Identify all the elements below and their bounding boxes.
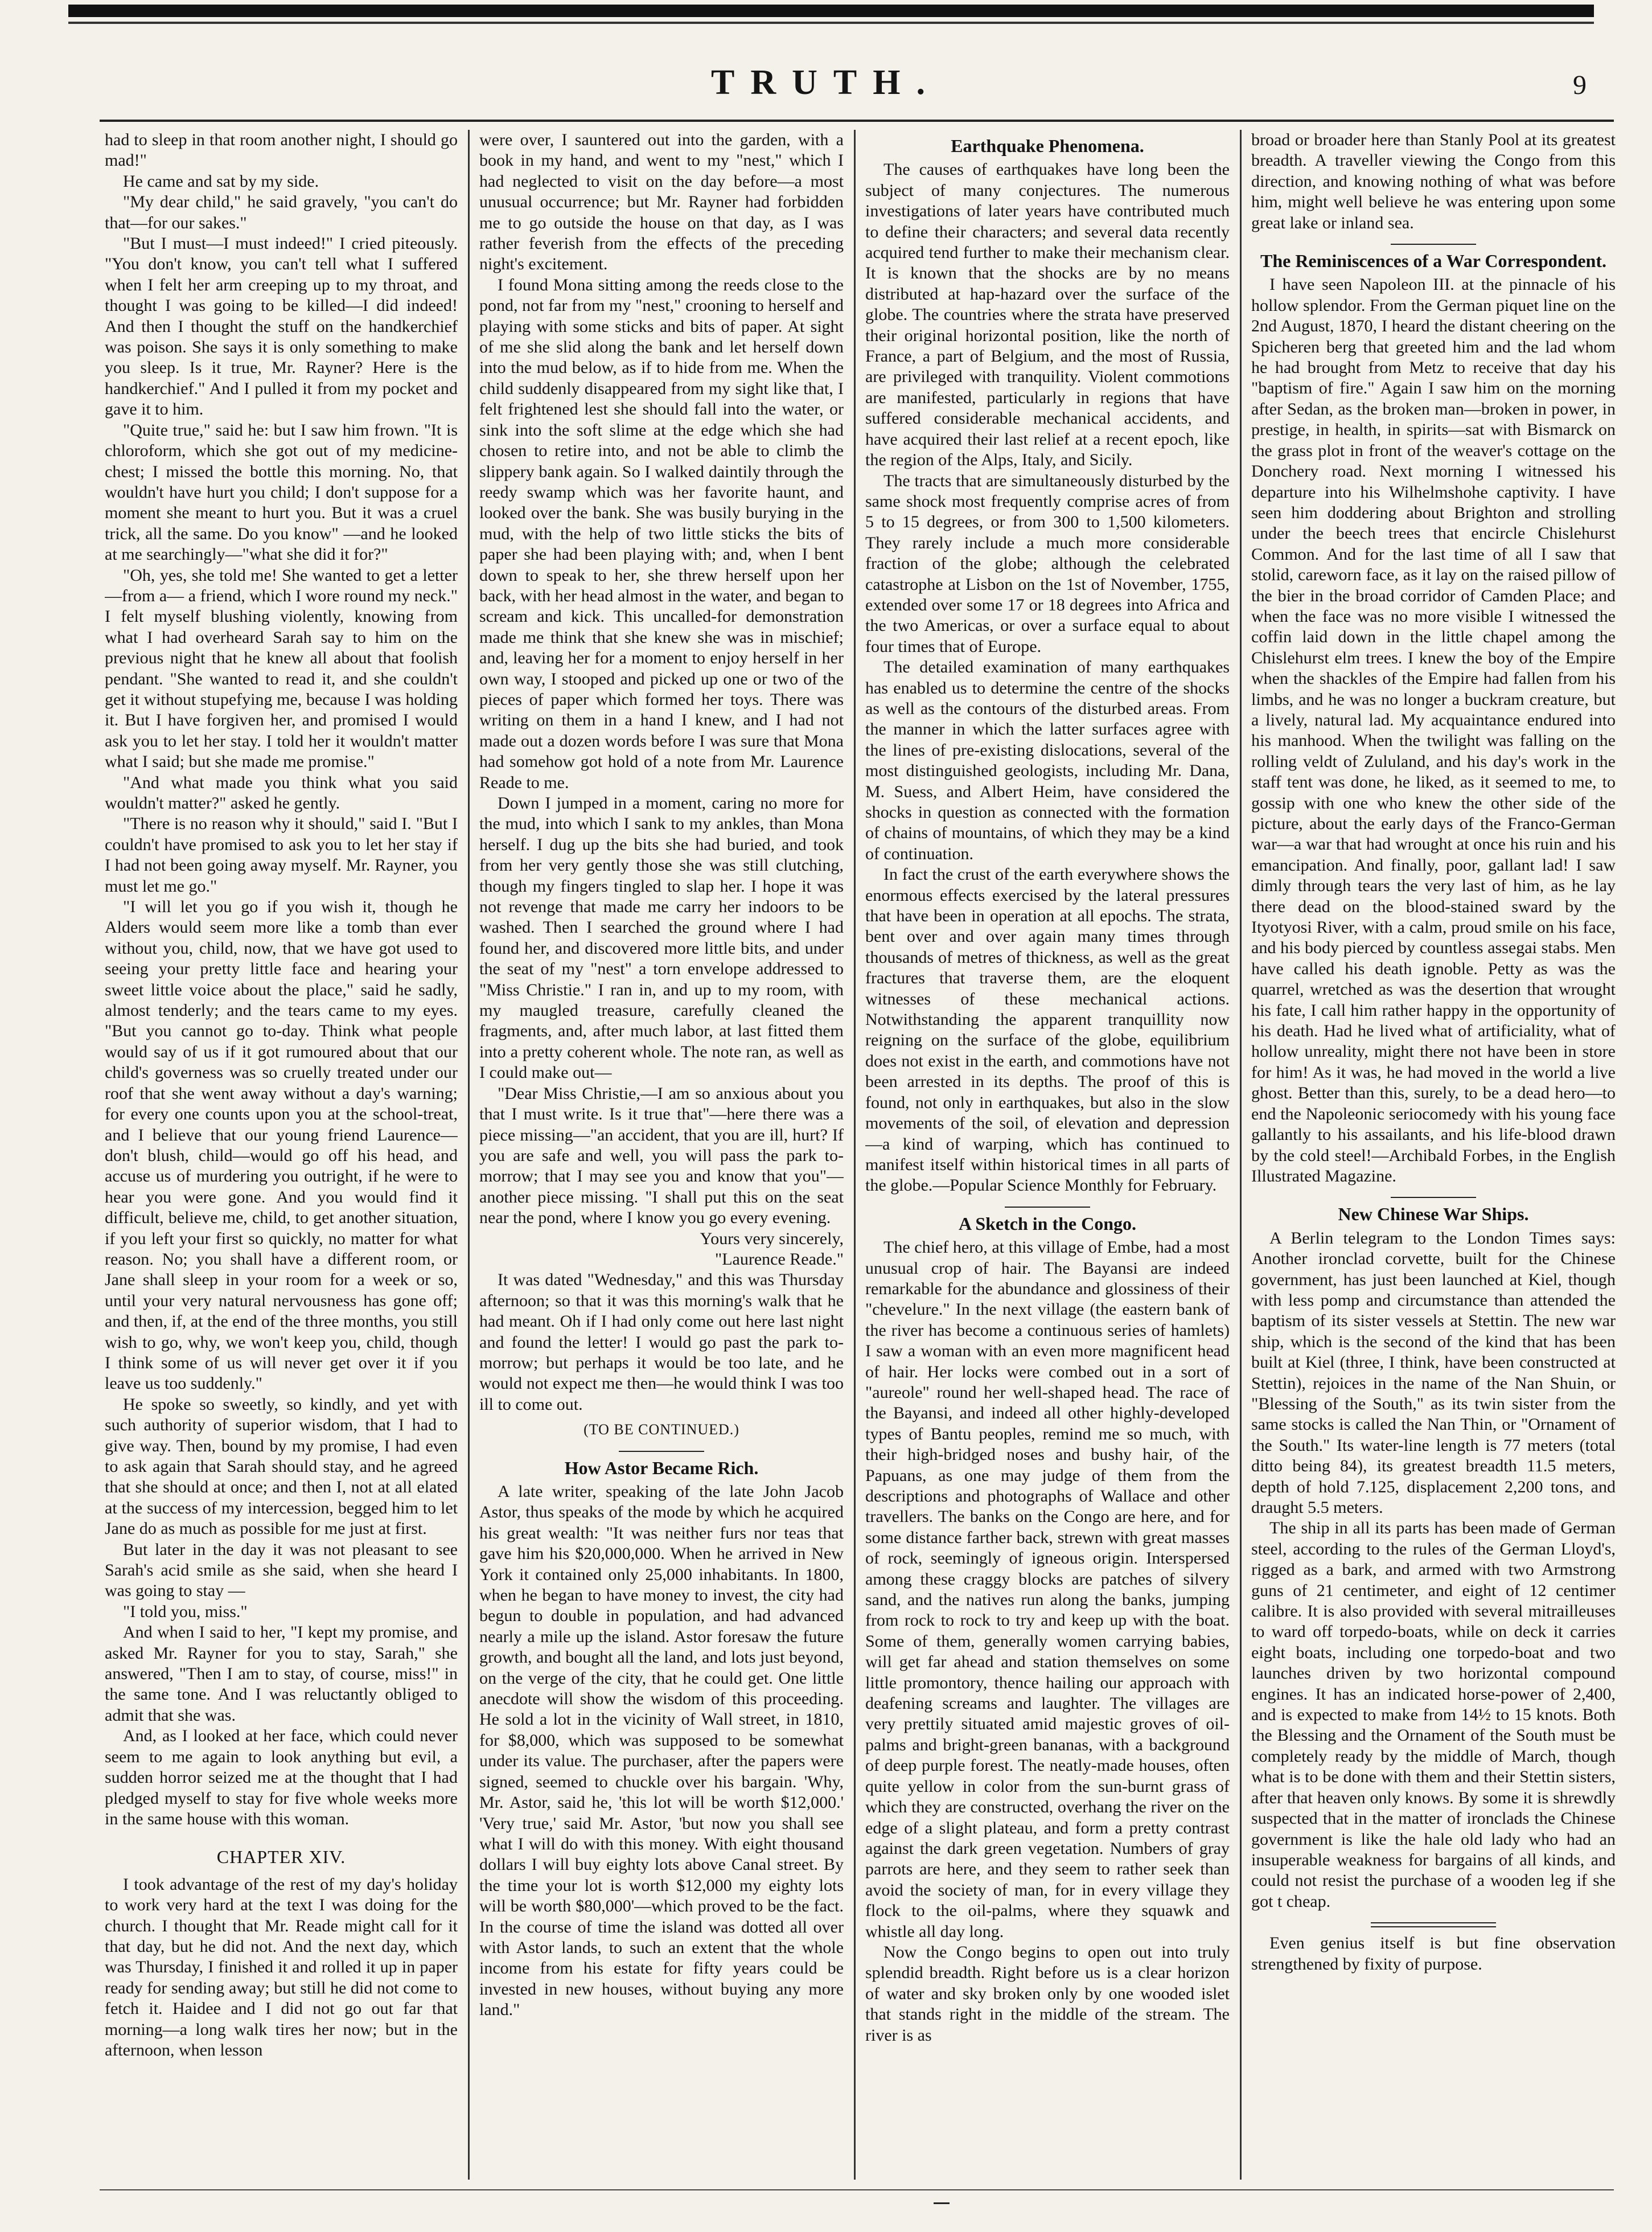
paragraph: A Berlin telegram to the London Times says: Another ironclad corvette, built for the Chinese government, has just been launched at Kiel, though with less pomp and circumstance than attended the baptism of its sister vessels at Stettin. The new war ship, which is the second of the kind that has been built at Kiel (three, I think, have been constructed at Stettin), rejoices in the name of the Nan Shuin, or "Blessing of the South," as its twin sister from the same stocks is called the Nan Thin, or "Ornament of the South." Its water-line length is 77 meters (total ditto being 84), its greatest breadth 11.5 meters, depth of hold 7.125, displacement 2,200 tons, and draught 5.5 meters. [1251,1228,1616,1517]
section-rule [1391,244,1476,245]
paragraph: A late writer, speaking of the late John Jacob Astor, thus speaks of the mode by which he acquired his great wealth: "It was neither furs nor teas that gave him his $20,000,000. When he arrived in New York it contained only 25,000 inhabitants. In 1800, when he began to have money to invest, the city had begun to double in population, and had advanced nearly a mile up the island. Astor foresaw the future growth, and bought all the land, and lots just beyond, on the verge of the city, that he could get. One little anecdote will show the wisdom of this proceeding. He sold a lot in the vicinity of Wall street, in 1810, for $8,000, which was supposed to be somewhat under its value. The purchaser, after the papers were signed, seemed to chuckle over his bargain. 'Why, Mr. Astor, said he, 'this lot will be worth $12,000.' 'Very true,' said Mr. Astor, 'but now you shall see what I will do with this money. With eight thousand dollars I will buy eighty lots above Canal street. By the time your lot is worth $12,000 my eighty lots will be worth $80,000'—which proved to be the fact. In the course of time the island was dotted all over with Astor lands, to such an extent that the whole income from his estate for fifty years could be invested in new houses, without buying any more land." [479,1482,844,2020]
paragraph: "Dear Miss Christie,—I am so anxious about you that I must write. Is it true that"—here there was a piece missing—"an accident, that you are ill, hurt? If you are safe and well, you will pass the park to-morrow; that I may see you and know that you"—another piece missing. "I shall put this on the seat near the pond, where I know you go every evening. [479,1084,844,1228]
paragraph: The ship in all its parts has been made of German steel, according to the rules of the German Lloyd's, rigged as a bark, and armed with two Armstrong guns of 21 centimeter, and eight of 12 centimer calibre. It is also provided with several mitrailleuses to ward off torpedo-boats, while on deck it carries eight boats, including one torpedo-boat and two launches driven by two horizontal compound engines. It has an indicated horse-power of 2,400, and is expected to make from 14½ to 15 knots. Both the Blessing and the Ornament of the South must be completely ready by the middle of March, though what is to be done with them and their Stettin sisters, after that heaven only knows. By some it is shrewdly suspected that in the matter of ironclads the Chinese government is like the hale old lady who had an insuperable weakness for bargains of all kinds, and could not resist the purchase of a wooden leg if she got t cheap. [1251,1519,1616,1911]
top-thin-rule [68,22,1594,24]
paragraph: It was dated "Wednesday," and this was Thursday afternoon; so that it was this morning's walk that he had meant. Oh if I had only come out here last night and found the letter! I would go past the park to-morrow; but perhaps it would be too late, and he would not expect me then—he would think I was too ill to come out. [479,1270,844,1414]
bottom-rule [100,2189,1614,2190]
page-number: 9 [1573,70,1587,100]
paragraph: He came and sat by my side. [123,171,319,191]
paragraph: I took advantage of the rest of my day's holiday to work very hard at the text I was doing for the church. I thought that Mr. Reade might call for it that day, but he did not. And the next day, which was Thursday, I finished it and rolled it up in paper ready for sending away; but still he did not come to fetch it. Haidee and I did not go out far that morning—a long walk tires her now; but in the afternoon, when lesson [105,1874,458,2059]
article-heading: Earthquake Phenomena. [951,136,1144,156]
paragraph: "Oh, yes, she told me! She wanted to get a letter—from a— a friend, which I wore round my neck." I felt myself blushing violently, knowing from what I had overheard Sarah say to him on the previous night that he knew all about that foolish pendant. "She wanted to read it, and she couldn't get it without stupefying me, because I was holding it. But I have forgiven her, and promised I would ask you to let her stay. I told her it wouldn't matter what I said; but she made me promise." [105,565,458,772]
paragraph: He spoke so sweetly, so kindly, and yet with such authority of superior wisdom, that I had to give way. Then, bound by my promise, I had even to ask again that Sarah should stay, and he agreed that she should at once; and then I, not at all elated at the success of my intercession, begged him to let Jane do as much as possible for me just at first. [105,1394,458,1538]
column-divider [854,130,856,2180]
paragraph: I found Mona sitting among the reeds close to the pond, not far from my "nest," crooning to herself and playing with some sticks and bits of paper. At sight of me she slid along the bank and let herself down into the mud below, as if to hide from me. When the child suddenly disappeared from my sight like that, I felt frightened lest she should fall into the water, or sink into the soft slime at the edge which she had chosen to retire into, and not be able to climb the slippery bank again. So I walked daintily through the reedy swamp which was her favorite haunt, and looked over the bank. She was busily burying in the mud, with the help of two little sticks the bits of paper she had been playing with; and, when I bent down to speak to her, she threw herself upon her back, with her head almost in the water, and began to scream and kick. This uncalled-for demonstration made me think that she knew she was in mischief; and, leaving her for a moment to enjoy herself in her own way, I stooped and picked up one or two of the pieces of paper which formed her toys. There was writing on them in a hand I knew, and I had not made out a dozen words before I was sure that Mona had somehow got hold of a note from Mr. Laurence Reade to me. [479,275,844,792]
article-heading: The Reminiscences of a War Correspondent. [1260,251,1606,272]
paragraph: And, as I looked at her face, which could never seem to me again to look anything but evil, a sudden horror seized me at the thought that I had pledged myself to stay for five whole weeks more in the same house with this woman. [105,1726,458,1828]
letter-signature: "Laurence Reade." [714,1249,844,1269]
masthead-title: TRUTH. [711,63,941,102]
paragraph: But later in the day it was not pleasant to see Sarah's acid smile as she said, when she heard I was going to stay — [105,1540,458,1601]
paragraph: The tracts that are simultaneously disturbed by the same shock most frequently comprise acres of from 5 to 15 degrees, or from 300 to 1,500 kilometers. They rarely include a much more considerable fraction of the globe; although the celebrated catastrophe at Lisbon on the 1st of November, 1755, extended over some 17 or 18 degrees into Africa and the two Americas, or over a surface equal to about four times that of Europe. [865,471,1230,656]
bottom-mark [934,2202,950,2204]
paragraph: "I will let you go if you wish it, though he Alders would seem more like a tomb than ever without you, child, now, that we have got used to seeing your pretty little face and hearing your sweet little voice about the place," said he sadly, almost tenderly; and the tears came to my eyes. "But you cannot go to-day. Think what people would say of us if it got rumoured about that our child's governess was so cruelly treated under our roof that she went away without a day's warning; for every one counts upon you at the school-treat, and I believe that our young friend Laurence—don't blush, child—would go off his head, and accuse us of murdering you outright, if he were to hear you were gone. And you would find it difficult, believe me, child, to get another situation, if you left your first so quickly, no matter for what reason. No; you shall have a different room, or Jane shall sleep in your room for a week or so, until your very natural nervousness has gone off; and then, if, at the end of the three months, you still wish to go, why, we won't keep you, child, though I think some of us will never get over it if you leave us too suddenly." [105,897,458,1393]
section-rule [1005,1207,1090,1208]
paragraph: The causes of earthquakes have long been the subject of many conjectures. The numerous investigations of later years have contributed much to define their characters; and several data recently acquired tend further to make their mechanism clear. It is known that the shocks are by no means distributed at hap-hazard over the surface of the globe. The countries where the strata have preserved their original horizontal position, like the north of France, a part of Belgium, and the most of Russia, are privileged with tranquility. Violent commotions are manifested, particularly in regions that have suffered considerable mechanical accidents, and have acquired their last relief at a recent epoch, like the region of the Alps, Italy, and Sicily. [865,160,1230,470]
chapter-heading: CHAPTER XIV. [216,1847,346,1868]
top-border [68,5,1594,17]
paragraph: were over, I sauntered out into the garden, with a book in my hand, and went to my "nest," which I had neglected to visit on the day before—a most unusual occurrence; but Mr. Rayner had forbidden me to go outside the house on that day, as I was rather feverish from the effects of the preceding night's excitement. [479,130,844,274]
column-3 [865,130,1230,2180]
column-divider [1240,130,1242,2180]
paragraph: Even genius itself is but fine observation strengthened by fixity of purpose. [1251,1934,1616,1973]
to-be-continued: (TO BE CONTINUED.) [583,1421,739,1438]
column-2 [479,130,844,2180]
paragraph: broad or broader here than Stanly Pool at its greatest breadth. A traveller viewing the Congo from this direction, and knowing nothing of what was before him, might well believe he was entering upon some great lake or inland sea. [1251,130,1616,232]
paragraph: "And what made you think what you said wouldn't matter?" asked he gently. [105,773,458,813]
paragraph: The detailed examination of many earthquakes has enabled us to determine the centre of the shocks as well as the contours of the disturbed areas. From the manner in which the latter surfaces agree with the lines of pre-existing dislocations, several of the most distinguished geologists, including Mr. Dana, M. Suess, and Albert Heim, have considered the shocks in question as connected with the formation of chains of mountains, of which they may be a kind of continuation. [865,658,1230,863]
article-heading: How Astor Became Rich. [564,1457,759,1478]
paragraph: "I told you, miss." [123,1602,248,1621]
paragraph: "There is no reason why it should," said I. "But I couldn't have promised to ask you to let her stay if I had not been going away myself. Mr. Rayner, you must let me go." [105,814,458,896]
paragraph: Now the Congo begins to open out into truly splendid breadth. Right before us is a clear horizon of water and sky broken only by one wooded islet that stands right in the middle of the stream. The river is as [865,1942,1230,2045]
section-rule [1391,1197,1476,1198]
paragraph: Down I jumped in a moment, caring no more for the mud, into which I sank to my ankles, than Mona herself. I dug up the bits she had buried, and took from her very gently those she was still clutching, though my fingers tingled to slap her. I hope it was not revenge that made me carry her indoors to be washed. Then I searched the ground where I had found her, and discovered more little bits, and under the seat of my "nest" a torn envelope addressed to "Miss Christie." I ran in, and up to my room, with my maugled treasure, carefully cleaned the fragments, and, after much labor, at last fitted them into a pretty coherent whole. The note ran, as well as I could make out— [479,794,844,1082]
paragraph: In fact the crust of the earth everywhere shows the enormous effects exercised by the lateral pressures that have been in operation at all epochs. The strata, bent over and over again many times through thousands of metres of thickness, as well as the great fractures that traverse them, are the eloquent witnesses of these mechanical actions. Notwithstanding the apparent tranquillity now reigning on the surface of the globe, equilibrium does not exist in the earth, and commotions have not been arrested in its depths. The proof of this is found, not only in earthquakes, but also in the slow movements of the soil, of elevation and depression —a kind of warping, which has continued to manifest itself within historical times in all parts of the globe.—Popular Science Monthly for February. [865,865,1230,1195]
paragraph: I have seen Napoleon III. at the pinnacle of his hollow splendor. From the German piquet line on the 2nd August, 1870, I heard the distant cheering on the Spicheren berg that greeted him and the lad whom he had brought from Metz to receive that day his "baptism of fire." Again I saw him on the morning after Sedan, as the broken man—broken in power, in prestige, in health, in spirits—sat with Bismarck on the grass plot in front of the weaver's cottage on the Donchery road. Next morning I witnessed his departure into his Wilhelmshohe captivity. I have seen him doddering about Brighton and strolling under the beech trees that encircle Chislehurst Common. And for the last time of all I saw that stolid, careworn face, as it lay on the raised pillow of the bier in the broad corridor of Camden Place; and when the face was no more visible I witnessed the coffin laid down in the little chapel among the Chislehurst elm trees. I knew the boy of the Empire when the shackles of the Empire had fallen from his limbs, and he was no longer a buckram creature, but a lively, natural lad. My acquaintance endured into his manhood. When the twilight was falling on the rolling veldt of Zululand, and his day's work in the staff tent was done, he liked, as it seemed to me, to gossip with one who knew the other side of the picture, about the early days of the Franco-German war—a war that had wrought at once his ruin and his emancipation. And finally, poor, gallant lad! I saw dimly through tears the very last of him, as he lay there dead on the blood-stained sward by the Ityotyosi River, with a calm, proud smile on his face, and his body pierced by countless assegai stabs. Men have called his death ignoble. Petty as was the quarrel, wretched as was the desertion that wrought his fate, I call him rather happy in the opportunity of his death. Had he lived what of artificiality, what of hollow unreality, might there not have been in store for him! As it was, he had moved in the world a live ghost. Better than this, surely, to be a dead hero—to end the Napoleonic seriocomedy with his young face gallantly to his assailants, and his life-blood drawn by the cold steel!—Archibald Forbes, in the English Illustrated Magazine. [1251,275,1616,1185]
paragraph: had to sleep in that room another night, I should go mad!" [105,130,458,170]
paragraph: "But I must—I must indeed!" I cried piteously. "You don't know, you can't tell what I suffered when I felt her arm creeping up to my throat, and thought I was going to be killed—I did indeed! And then I thought the stuff on the handkerchief was poison. She says it is only something to make you sleep. Is it true, Mr. Rayner? Here is the handkerchief." And I pulled it from my pocket and gave it to him. [105,234,458,419]
column-4 [1251,130,1616,2180]
article-heading: A Sketch in the Congo. [958,1213,1137,1234]
letter-signoff: Yours very sincerely, [700,1229,844,1248]
section-rule [619,1451,704,1452]
paragraph: And when I said to her, "I kept my promise, and asked Mr. Rayner for you to stay, Sarah," she answered, "Then I am to stay, of course, miss!" in the same tone. And I was reluctantly obliged to admit that she was. [105,1623,458,1725]
masthead-rule [100,120,1614,122]
column-1 [105,130,458,2180]
paragraph: "My dear child," he said gravely, "you can't do that—for our sakes." [105,192,458,232]
paragraph: The chief hero, at this village of Embe, had a most unusual crop of hair. The Bayansi are indeed remarkable for the abundance and glossiness of their "chevelure." In the next village (the eastern bank of the river has become a continuous series of hamlets) I saw a woman with an even more magnificent head of hair. Her locks were combed out in a sort of "aureole" round her well-shaped head. The race of the Bayansi, and indeed all other highly-developed types of Bantu peoples, remind me so much, with their high-bridged noses and bushy hair, of the Papuans, as one may judge of them from the descriptions and photographs of Wallace and other travellers. The banks on the Congo are here, and for some distance farther back, strewn with great masses of rock, seemingly of igneous origin. Interspersed among these craggy blocks are patches of silvery sand, and the natives run along the banks, jumping from rock to rock to try and keep up with the boat. Some of them, generally women carrying babies, will get far ahead and station themselves on some little promontory, thence hailing our approach with deafening screams and laughter. The villages are very prettily situated amid majestic groves of oil-palms and bright-green bananas, with a background of deep purple forest. The neatly-made houses, often quite yellow in color from the sun-burnt grass of which they are constructed, overhang the river on the edge of a slight plateau, and form a pretty contrast against the dark green vegetation. Numbers of gray parrots are here, and they seem to rather seek than avoid the society of man, for in every village they flock to the oil-palms, where they squawk and whistle all day long. [865,1238,1230,1941]
paragraph: "Quite true," said he: but I saw him frown. "It is chloroform, which she got out of my medicine-chest; I missed the bottle this morning. No, that wouldn't have hurt you child; I don't suppose for a moment she meant to hurt you. But it was a cruel trick, all the same. Do you know" —and he looked at me searchingly—"what she did it for?" [105,420,458,564]
section-rule [1371,1922,1496,1927]
article-heading: New Chinese War Ships. [1338,1204,1529,1225]
column-divider [468,130,470,2180]
